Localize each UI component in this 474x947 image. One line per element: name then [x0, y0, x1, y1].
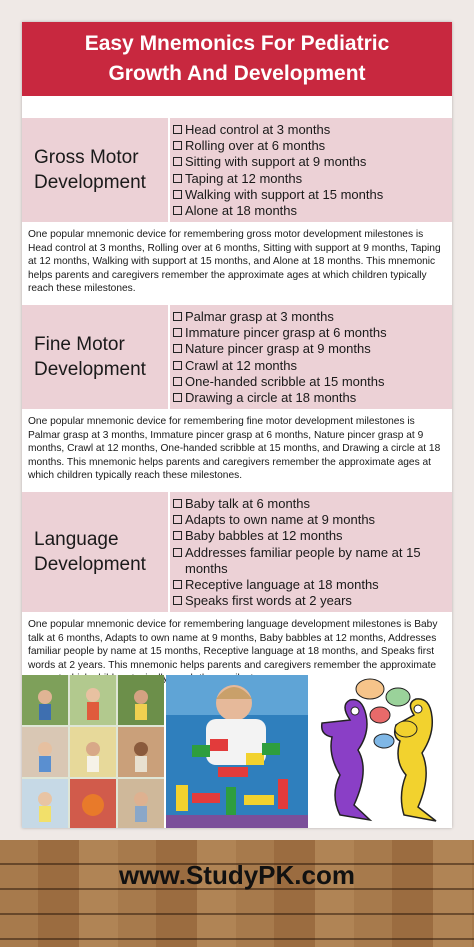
section-label: [22, 492, 168, 612]
section-label-line2: Development: [34, 359, 146, 380]
page-title: [22, 22, 452, 96]
list-item: [171, 593, 449, 609]
list-item-text: Speaks first words at 2 years: [185, 593, 352, 609]
list-item-text: Head control at 3 months: [185, 122, 331, 137]
list-item-text: Baby babbles at 12 months: [185, 528, 343, 544]
list-item-text: Adapts to own name at 9 months: [185, 512, 376, 528]
list-item-text: Immature pincer grasp at 6 months: [185, 325, 387, 341]
wooden-floor-background: [0, 840, 474, 947]
child-blocks-image: [166, 675, 308, 828]
checkbox-icon: [173, 361, 182, 370]
milestone-list: [171, 305, 449, 406]
checkbox-icon: [173, 548, 182, 557]
checkbox-icon: [173, 157, 182, 166]
checkbox-icon: [173, 580, 182, 589]
gross-motor-section: [22, 118, 452, 222]
photo-strip: [22, 675, 452, 828]
section-label-line1: Language: [34, 529, 119, 550]
list-item: [171, 309, 449, 325]
list-item: [171, 374, 449, 390]
list-item: [171, 122, 449, 138]
checkbox-icon: [173, 174, 182, 183]
language-section: [22, 492, 452, 612]
checkbox-icon: [173, 531, 182, 540]
checkbox-icon: [173, 515, 182, 524]
list-item-text: Palmar grasp at 3 months: [185, 309, 334, 324]
checkbox-icon: [173, 312, 182, 321]
checkbox-icon: [173, 499, 182, 508]
list-item-text: Nature pincer grasp at 9 months: [185, 341, 371, 357]
checkbox-icon: [173, 393, 182, 402]
checkbox-icon: [173, 206, 182, 215]
title-line-1: Easy Mnemonics For Pediatric: [84, 32, 390, 55]
section-label-line1: Gross Motor: [34, 147, 139, 168]
fine-motor-description: One popular mnemonic device for remembering fine motor development milestones is Palmar grasp at 3 months, Immature pincer grasp at 6 months, Nature pincer grasp at 9 months, Crawl at 12 months, One-handed scribble at 15 months, and Drawing a circle at 18 months. This mnemonic helps parents and caregivers remember the approximate ages at which children typically reach these milestones.: [22, 409, 452, 489]
checkbox-icon: [173, 596, 182, 605]
list-item: [171, 358, 449, 374]
list-item: [171, 154, 449, 170]
section-label-line2: Development: [34, 554, 146, 575]
gross-motor-description: One popular mnemonic device for remembering gross motor development milestones is Head control at 3 months, Rolling over at 6 months, Sitting with support at 9 months, Taping at 12 months, Walking with support at 15 months, and Alone at 18 months. This mnemonic helps parents and caregivers remember the approximate ages at which children typically reach these milestones.: [22, 222, 452, 302]
children-collage-image: [22, 675, 164, 828]
section-divider: [168, 492, 170, 612]
list-item: [171, 187, 449, 203]
language-description: One popular mnemonic device for remembering language development milestones is Baby talk at 6 months, Adapts to own name at 9 months, Baby babbles at 12 months, Addresses familiar people by name at 15 months, Receptive language at 18 months, and Speaks first words at 2 years. This mnemonic helps parents and caregivers remember the approximate: [22, 612, 452, 675]
title-line-2: Growth And Development: [108, 62, 366, 85]
list-item: [171, 390, 449, 406]
list-item-text: Addresses familiar people by name at 15 months: [185, 544, 421, 576]
list-item: [171, 325, 449, 341]
section-label-line2: Development: [34, 172, 146, 193]
list-item: [171, 577, 449, 593]
milestone-list: [171, 118, 449, 219]
checkbox-icon: [173, 377, 182, 386]
list-item: [171, 512, 449, 528]
list-item: [171, 138, 449, 154]
checkbox-icon: [173, 344, 182, 353]
section-label: [22, 305, 168, 409]
checkbox-icon: [173, 141, 182, 150]
list-item-text: One-handed scribble at 15 months: [185, 373, 385, 389]
site-brand: www.StudyPK.com: [119, 860, 355, 890]
infographic-card: [22, 22, 452, 828]
checkbox-icon: [173, 328, 182, 337]
section-divider: [168, 118, 170, 222]
list-item: [171, 545, 449, 577]
list-item-text: Sitting with support at 9 months: [185, 154, 367, 170]
list-item: [171, 203, 449, 219]
section-label: [22, 118, 168, 222]
fine-motor-section: [22, 305, 452, 409]
list-item-text: Baby talk at 6 months: [185, 496, 311, 511]
checkbox-icon: [173, 125, 182, 134]
talking-figures-image: [310, 675, 452, 828]
list-item-text: Walking with support at 15 months: [185, 186, 384, 202]
list-item: [171, 171, 449, 187]
list-item-text: Rolling over at 6 months: [185, 138, 326, 154]
list-item-text: Taping at 12 months: [185, 170, 303, 186]
checkbox-icon: [173, 190, 182, 199]
list-item: [171, 341, 449, 357]
list-item-text: Receptive language at 18 months: [185, 577, 379, 593]
section-label-line1: Fine Motor: [34, 334, 125, 355]
list-item-text: Drawing a circle at 18 months: [185, 390, 357, 406]
list-item-text: Crawl at 12 months: [185, 357, 297, 373]
list-item: [171, 496, 449, 512]
list-item-text: Alone at 18 months: [185, 203, 298, 219]
milestone-list: [171, 492, 449, 609]
list-item: [171, 528, 449, 544]
section-divider: [168, 305, 170, 409]
